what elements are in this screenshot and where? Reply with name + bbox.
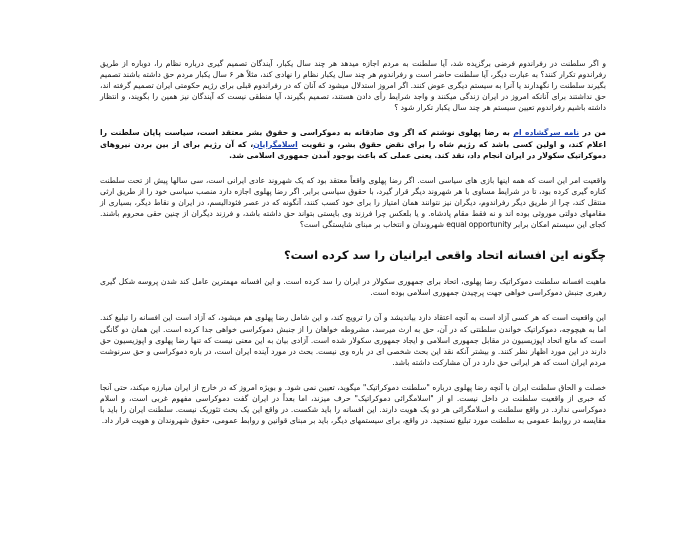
paragraph-3: واقعیت امر این است که همه اینها بازی های سیاسی است. اگر رضا پهلوی واقعاً معتقد بود که یک شهروند عادی ایرانی است، سی سالها پیش از تحت سلطنت کناره گیری کرده بود، تا در شرایط مساوی با هر شهروند دیگر قرار گیرد، با حقوق سیاسی برابر. اگر رضا پهلوی اجازه دارد منصب سیاسی خود را از طریق ارثی منتقل کند، چرا از طریق دیگر رفراندوم، دیگران نیز نتوانند همان امتیاز را برای خود کسب کنند، آنگونه که در عصر فئودالیسم، در ایران و نقاط دیگر، بسیاری از مقامهای دولتی موروثی بوده اند و نه فقط مقام پادشاه. و یا بلعکس چرا فرزند وی بایستی بتواند حق داشته باشد، و فرزند دیگران از چنین حقی محروم باشند. کجای این سیستم امکان برابر equal opportunity شهروندان و انتخاب بر مبنای شایستگی است؟	[100, 175, 606, 230]
section-heading: چگونه این افسانه اتحاد واقعی ایرانیان را سد کرده است؟	[283, 248, 606, 263]
paragraph-4: ماهیت افسانه سلطنت دموکراتیک رضا پهلوی، اتحاد برای جمهوری سکولار در ایران را سد کرده است. و این افسانه مهمترین عامل کند شدن پروسه شکل گیری رهبری جنبش دموکراسی خواهی جهت پرچیدن جمهوری اسلامی بوده است.	[100, 277, 606, 298]
paragraph-2-after-link: ، که آن رژیم برای از بین بردن نیروهای دموکراتیک سکولار در ایران انجام داد، نقد کند. یعنی عملی که باعث بوجود آمدن جمهوری اسلامی شد.	[100, 139, 606, 160]
paragraph-2-before-link: من در	[582, 128, 606, 138]
paragraph-1: و اگر سلطنت در رفراندوم فرضی برگزیده شد، آیا سلطنت به مردم اجازه میدهد هر چند سال یکبار، آیندگان تصمیم گیری درباره نظام را، دوباره از طریق رفراندوم تکرار کنند؟ به عبارت دیگر، آیا سلطنت حاضر است و رفراندوم هر چند سال یکبار نظام را نهادی کند، مثلاً هر ۶ سال یکبار مردم حق داشته باشند تصمیم بگیرند سلطنت را نگهدارند یا آنرا به سیستم دیگری عوض کنند. اگر امروز استدلال میشود که آنان که در رفراندوم قبلی برای رژیم حکومتی ایران تصمیم گرفته اند، حق نداشتند برای آنانکه امروز در ایران زندگی میکنند و واجد شرایط رأی دادن هستند، تصمیم بگیرند، آیا منطقی نیست که آیندگان نیز همین را بگویند، و انتظار داشته باشیم رفراندوم تعیین سیستم هر چند سال یکبار تکرار شود ؟	[100, 59, 607, 113]
article	[100, 58, 606, 440]
open-letter-link[interactable]: نامه سرگشاده ام	[513, 128, 580, 138]
paragraph-2-middle: به رضا پهلوی نوشتم که اگر وی صادقانه به دموکراسی و حقوق بشر معتقد است، سیاست پایان سلطنت را اعلام کند، و اولین کسی باشد که رژیم شاه را برای نقض حقوق بشر، و تقویت	[100, 128, 606, 149]
paragraph-2	[100, 127, 606, 160]
islamists-link[interactable]: اسلامگرایان	[253, 139, 298, 149]
paragraph-5: این واقعیت است که هر کسی آزاد است به آنچه اعتقاد دارد بیاندیشد و آن را ترویج کند، و این شامل رضا پهلوی هم میشود، که آزاد است این افسانه را تبلیغ کند. اما به هیچوجه، دموکراتیک خواندن سلطنتی که در آن، حق به ارث میرسد، مشروطه خواهان را از جنبش دموکراسی خواهی جدا کرده است. این همان دو گانگی است که مانع اتحاد اپوزیسیون در مقابل جمهوری اسلامی و ایجاد جمهوری سکولار شده است. آزادی بیان به این معنی نیست که تنها رضا پهلوی و اپوزیسیون حق دارند در این مورد اظهار نظر کنند. و بیشتر آنکه نقد این بحث شخصی ای در باره وی نیست. بحث در مورد آینده ایران است، در باره دموکراسی و حق سرنوشت مردم ایران است که هر ایرانی حق دارد در آن مشارکت داشته باشد.	[100, 313, 606, 367]
paragraph-6: خصلت و الحاق سلطنت ایران با آنچه رضا پهلوی درباره "سلطنت دموکراتیک" میگوید، تعیین نمی شود. و بویژه امروز که در خارج از ایران مبارزه میکند، حتی آنجا که خبری از واقعیت سلطنت در داخل نیست. او از "اسلامگرائی دموکراتیک" حرف میزند، اما بعداً در ایران گفت دموکراسی مفهوم غربی است، و اسلام دموکراسی ندارد. در واقع سلطنت و اسلامگرائی هر دو یک هویت دارند. این افسانه را باید شکست. در واقع این یک بحث تئوریک نیست. سلطنت ایران را باید با مقایسه در روابط عمومی به سلطنت مورد تبلیغ نسنجید. در واقع، برای سیستمهای دیگر، باید بر مبنای قوانین و روابط عمومی، حقوق شهروندان و هویت قرار داد.	[100, 382, 606, 426]
